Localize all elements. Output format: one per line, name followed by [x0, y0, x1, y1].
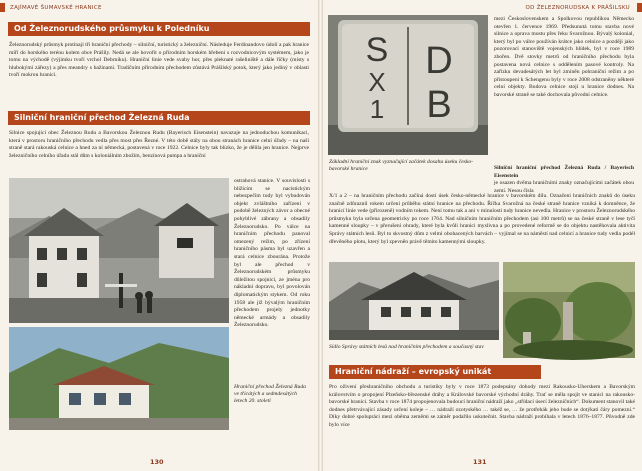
- photo-caption-boundary-stone: Základní hraniční znak vyznačující začátek dosahu úseku česko-bavorské hranice: [329, 159, 474, 172]
- photo-caption-left: Hraniční přechod Železná Ruda ve třicátých a sedmdesátých letech 20. století: [234, 384, 306, 404]
- section-text-zelezna-ruda: Silnice spojující obec Železnou Rudu a Bavorskou Železnou Rudu (Bayerisch Eisenstein) navazuje na jednoduchou komunikaci, která v prostoru hraničního přechodu vedla přes most přes Řezné. V této době stály na obou stranách hranice celní úřady – na naší straně stará rakouská celnice a hned za ní německá, postavená v roce 1922. Celnice byly tak blízko, že je dělila jen hranice. Nejprve železničního celního úřadu stál dům s koloniálním zbožím, benzínová pumpa a hraniční: [9, 130, 309, 159]
- photo-caption-forestry-house: Sídlo Správy státních lesů nad hraničním přechodem a současný stav: [329, 344, 484, 350]
- running-head-left: ZAJÍMAVÉ ŠUMAVSKÉ HRANICE: [10, 5, 102, 11]
- border-crossing-photo-collage: [9, 178, 229, 430]
- overgrown-site-photo: [503, 262, 635, 358]
- border-crossing-photos-illustration: [9, 178, 229, 430]
- page-number-right: 131: [473, 458, 487, 466]
- forestry-house-illustration: [329, 262, 499, 340]
- running-head-right: OD ŽELEZNORUDSKA K PRÁŠILSKU: [525, 5, 630, 11]
- stone-letters-left: [354, 31, 400, 123]
- boundary-stone-photo: [328, 15, 488, 155]
- section-text-zelezna-ruda-column: ostrahová stanice. V souvislosti s blížícím se nacistickým nebezpečím tudy byl vybudován objekt zvláštního zařízení v podobě železných závor a obecné pohyblivé zábrany a obsadily Železnorudsko. Po válce na hraničním přechodu panoval omezený režim, po zřízení hraničního pásma byl uzavřen a stará celnice zbourána. Protože byl ale přechod v Železnorudském průsmyku důležitou spojnicí, ze jména pro nákladní dopravu, byl povolován diplomatickým stykem. Od roku 1958 ale již bývalým hraničním přechodem projely jednotky německé armády a obsadily Železnorudsko.: [234, 178, 310, 329]
- left-page: [0, 0, 318, 471]
- stone-letter: B: [426, 84, 452, 126]
- section-text-boundary-markers: X/1 a 2 – na hraničním přechodu začíná dosti úsek česko-německé hranice v bavorském dílu. Označení hraničních znaků do úseku značně zdůraznil rokem určení průběhu státní hranice na přechodu. Říčka Svarožná na české straně hranice vzniká k domněnce, že hranicí linie vede (přirozeně) vodním tokem. Není tomu tak a ani v minulosti tudy hranice nevedla. Hranice v prostoru Železnorudského průsmyku byla určena geometricky po roce 1764. Nad silničním hraničním přechodem (asi 100 metrů) se na české straně v lese tyčí kamenné sloupky – v přerušení ohrady, které byla kvůli hranici myslivna a po provedené reformě se do objektu nastěhovala aktivita Správy státních lesů. Byl to skvostný dům z velmi obohacených barvách – vyjímal se na náměstí nad celnicí a hranice tudy vedla podél dřevěného plotu, který byl zpevněn právě těmito kamennými sloupky.: [329, 193, 635, 245]
- subsection-heading-crossing: Silniční hraniční přechod Železná Ruda / Bayerisch Eisenstein: [494, 165, 634, 179]
- stone-letter: 1: [369, 94, 385, 124]
- boundary-stone-illustration: [328, 15, 488, 155]
- section-text-border-station: Pro oživení přeshraničního obchodu a turistiky byly v roce 1873 podepsány dohody mezi Rakousko-Uherskem a Bavorským královstvím o propojení Plzeňsko-březenské dráhy a Královské bavorské východní dráhy. Trať se měla spojit ve stanici na rakousko-bavorské hranici. Stavba v roce 1874 propojenovala budoucí hraniční nádraží jako „střídací úsecí železničních“. Dokument stanovil také dodnes přetrvávající zásady určení koleje – … nádraží ozotyského … takéž se, … že protřehák jeho bude se dotýkati čáry pomezní.“ Díky dobré spolupráci mezi oběma zeměmi se záměr podařilo uskutečnit. Stavba nádraží probíhala v letech 1876–1877. Původně zde bylo více: [329, 384, 635, 428]
- section-text-continued: mezi Československem a Spolkovou republikou Německo otevřen 1. července 1969. Předsunutá tomu stavba nové silnice a oprava mostu přes řeku Svarožnou. Bývalý kolonial, který byl po válce používán krátce jako celnice a později jako pozorovací stanoviště vojenských hlídek, byl v roce 1989 zbořen. Dvě stovky metrů od hraničního přechodu byla postavena nová celnice s oddělením pasové kontroly. Na zařízku devadesátých let byl zmíněn pohraniční režim a po přistoupení k Schengenu byly v roce 2008 odstraněny některé celní objekty. Budova celnice stojí u hranice dodnes. Na bavorské straně se také dochovala původní celnice.: [494, 16, 634, 98]
- section-text-poledniku: Železnorudský průsmyk protínají tři hraniční přechody – silniční, turistický a železniční. Následuje Ferdinandovo údolí a pak hranice míří do horského terénu kolem obce Prášily. Nedá se ale hovořit o přírodním horském hřebeni s rozvodnicovým systémem, jako je tomu na východě (výjimku tvoří vrchol Debrníku). Hraniční linie vede svahy hor, přes pleknaté rašeliniště a dále říčky (místy s hlubokými zářezy) a přes meandry s bažinami. Tradičním přírodním přechodem zůstává Prášilský potok, který jako jediný v oblasti tvoří mokrou hranici.: [9, 42, 309, 79]
- running-head-marker: [0, 3, 5, 12]
- right-page: [323, 0, 642, 471]
- stone-letter: S: [365, 31, 389, 69]
- running-head-marker-right: [637, 3, 642, 12]
- stone-letter: D: [425, 40, 453, 82]
- forestry-house-photo: [329, 262, 499, 340]
- page-number-left: 130: [150, 458, 164, 466]
- stone-letter: X: [368, 67, 386, 97]
- subsection-text-crossing: je osazen dvěma hraničními znaky označujícími začátek obou zemí. Nesou čísla: [494, 180, 634, 194]
- section-heading-poledniku: Od Železnorudského průsmyku k Poledníku: [8, 22, 310, 36]
- stone-letters-right: [416, 39, 462, 127]
- overgrown-site-illustration: [503, 262, 635, 358]
- section-heading-border-station: Hraniční nádraží – evropský unikát: [329, 365, 541, 379]
- section-heading-zelezna-ruda: Silniční hraniční přechod Železná Ruda: [8, 111, 310, 125]
